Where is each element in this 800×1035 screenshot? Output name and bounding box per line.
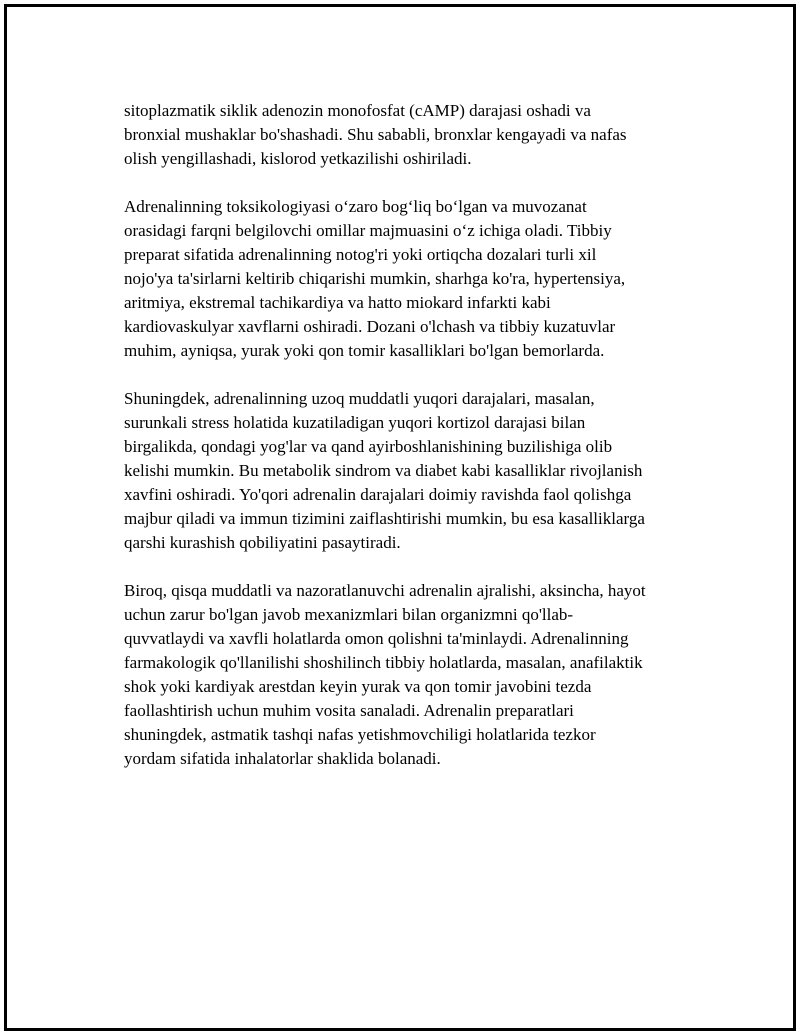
paragraph-2	[124, 195, 684, 363]
document-body	[124, 99, 684, 795]
text-line: farmakologik qo'llanilishi shoshilinch tibbiy holatlarda, masalan, anafilaktik	[124, 653, 643, 672]
text-line: surunkali stress holatida kuzatiladigan yuqori kortizol darajasi bilan	[124, 413, 586, 432]
text-line: orasidagi farqni belgilovchi omillar majmuasini o‘z ichiga oladi. Tibbiy	[124, 221, 612, 240]
text-line: Adrenalinning toksikologiyasi o‘zaro bog‘liq bo‘lgan va muvozanat	[124, 197, 587, 216]
text-line: birgalikda, qondagi yog'lar va qand ayirboshlanishining buzilishiga olib	[124, 437, 613, 456]
text-line: shuningdek, astmatik tashqi nafas yetishmovchiligi holatlarida tezkor	[124, 725, 596, 744]
text-line: muhim, ayniqsa, yurak yoki qon tomir kasalliklari bo'lgan bemorlarda.	[124, 341, 605, 360]
text-line: sitoplazmatik siklik adenozin monofosfat (cAMP) darajasi oshadi va	[124, 101, 591, 120]
paragraph-3	[124, 387, 684, 555]
paragraph-1	[124, 99, 684, 171]
text-line: shok yoki kardiyak arestdan keyin yurak va qon tomir javobini tezda	[124, 677, 592, 696]
text-line: qarshi kurashish qobiliyatini pasaytiradi.	[124, 533, 401, 552]
text-line: faollashtirish uchun muhim vosita sanaladi. Adrenalin preparatlari	[124, 701, 574, 720]
text-line: olish yengillashadi, kislorod yetkazilishi oshiriladi.	[124, 149, 472, 168]
page-frame	[4, 4, 796, 1031]
text-line: preparat sifatida adrenalinning notog'ri yoki ortiqcha dozalari turli xil	[124, 245, 597, 264]
text-line: nojo'ya ta'sirlarni keltirib chiqarishi mumkin, sharhga ko'ra, hypertensiya,	[124, 269, 626, 288]
text-line: kelishi mumkin. Bu metabolik sindrom va diabet kabi kasalliklar rivojlanish	[124, 461, 643, 480]
text-line: yordam sifatida inhalatorlar shaklida bolanadi.	[124, 749, 441, 768]
text-line: bronxial mushaklar bo'shashadi. Shu sababli, bronxlar kengayadi va nafas	[124, 125, 627, 144]
text-line: xavfini oshiradi. Yo'qori adrenalin darajalari doimiy ravishda faol qolishga	[124, 485, 632, 504]
text-line: kardiovaskulyar xavflarni oshiradi. Dozani o'lchash va tibbiy kuzatuvlar	[124, 317, 616, 336]
text-line: Biroq, qisqa muddatli va nazoratlanuvchi adrenalin ajralishi, aksincha, hayot	[124, 581, 646, 600]
text-line: quvvatlaydi va xavfli holatlarda omon qolishni ta'minlaydi. Adrenalinning	[124, 629, 629, 648]
text-line: Shuningdek, adrenalinning uzoq muddatli yuqori darajalari, masalan,	[124, 389, 595, 408]
text-line: aritmiya, ekstremal tachikardiya va hatto miokard infarkti kabi	[124, 293, 551, 312]
text-line: majbur qiladi va immun tizimini zaiflashtirishi mumkin, bu esa kasalliklarga	[124, 509, 645, 528]
text-line: uchun zarur bo'lgan javob mexanizmlari bilan organizmni qo'llab-	[124, 605, 574, 624]
paragraph-4	[124, 579, 684, 771]
